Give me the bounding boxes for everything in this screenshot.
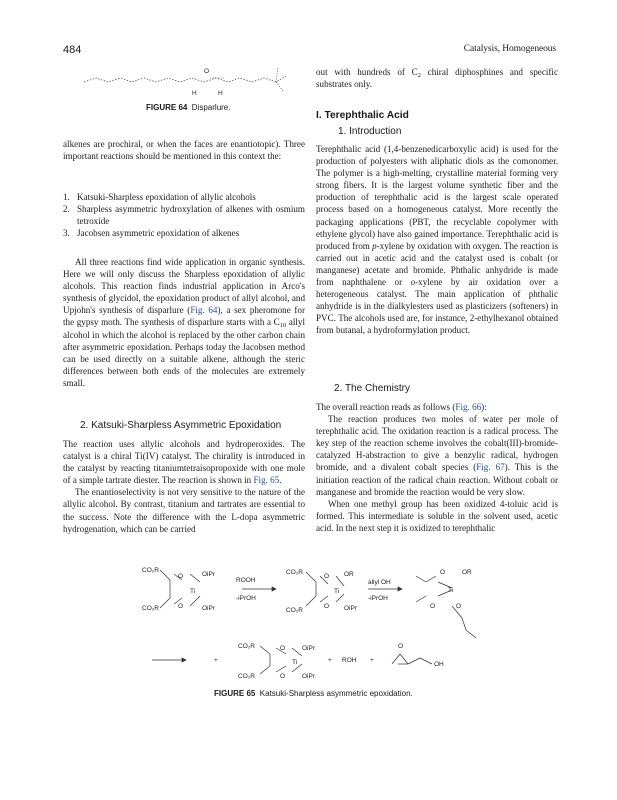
svg-text:+: + (214, 657, 218, 664)
svg-text:O: O (398, 643, 404, 650)
left-paragraph-1: alkenes are prochiral, or when the faces are enantiotopic). Three important reactions should be mentioned in this context the: (63, 139, 305, 162)
fig-65-link[interactable]: Fig. 65 (253, 475, 280, 486)
left-paragraph-3: The reaction uses allylic alcohols and hydroperoxides. The catalyst is a chiral Ti(IV) catalyst. The chirality is introduced in the catalyst by reacting titaniumtetraisopropoxide with one mole of a simple tartrate diester. The reaction is shown in Fig. 65. The enantioselectivity is not very sensitive to the nature of the allylic alcohol. By contrast, titanium and tartrates are essential to the success. Note the difference with the L-dopa asymmetric hydrogenation, which can be carried (63, 439, 305, 534)
figure-64-caption (146, 103, 230, 112)
section-heading-katsuki: 2. Katsuki-Sharpless Asymmetric Epoxidation (80, 420, 282, 431)
svg-text:CO₂R: CO₂R (238, 673, 255, 680)
svg-text:Ti: Ti (292, 659, 298, 666)
svg-text:Ti: Ti (448, 587, 454, 594)
svg-text:-iPrOH: -iPrOH (368, 595, 388, 602)
list-item: 1. Katsuki-Sharpless epoxidation of allylic alcohols (63, 192, 256, 202)
figure-65-caption (214, 689, 413, 698)
svg-text:Ti: Ti (190, 588, 196, 595)
left-paragraph-4: The enantioselectivity is not very sensitive to the nature of the allylic alcohol. By contrast, titanium and tartrates are essential to the success. Note the difference with the L-dopa asymmetric hydrogenation, which can be carried (63, 487, 305, 534)
svg-text:CO₂R: CO₂R (286, 607, 303, 614)
label-rooh: ROOH (236, 577, 256, 584)
running-title: Catalysis, Homogeneous (463, 44, 556, 54)
svg-text:CO₂R: CO₂R (142, 605, 159, 612)
fig-64-link[interactable]: Fig. 64 (190, 305, 218, 316)
svg-text:OR: OR (462, 569, 472, 576)
page-number: 484 (63, 44, 82, 56)
svg-text:Ti: Ti (334, 588, 340, 595)
subsection-chemistry: 2. The Chemistry (334, 383, 410, 394)
figure-65-scheme (130, 562, 500, 688)
figure-64-text: Disparlure. (191, 103, 231, 112)
reaction-list (63, 191, 305, 239)
right-paragraph-2: The overall reaction reads as follows (Fig. 66): The reaction produces two moles of water per mole of terephthalic acid. The oxidation reaction is a radical process. The key step of the reaction scheme involves the cobalt(III)-bromide-catalyzed H-abstraction to give a benzylic radical, hydrogen bromide, and a divalent cobalt species (Fig. 67). This is the initiation reaction of the radical chain reaction. Without cobalt or manganese and bromide the reaction would be very slow. When one methyl group has been oxidized 4-toluic acid is formed. This intermediate is soluble in the solvent used, acetic acid. In the next step it is oxidized to terephthalic (316, 402, 558, 533)
svg-text:CO₂R: CO₂R (286, 569, 303, 576)
list-item: 2. Sharpless asymmetric hydroxylation of alkenes with osmium tetroxide (63, 204, 305, 227)
figure-65-label: FIGURE 65 (214, 689, 256, 698)
svg-text:O: O (280, 673, 286, 680)
svg-text:CO₂R: CO₂R (238, 643, 255, 650)
label-allyl-oh: allyl OH (368, 579, 391, 586)
left-column-top (63, 138, 305, 162)
svg-text:O: O (280, 645, 286, 652)
subsection-introduction: 1. Introduction (338, 126, 402, 137)
label-roh: ROH (342, 657, 357, 664)
svg-text:O: O (178, 603, 184, 610)
figure-64-label: FIGURE 64 (146, 103, 188, 112)
svg-text:-iPrOH: -iPrOH (236, 595, 256, 602)
svg-text:+: + (328, 657, 332, 664)
disparlure-h-right: H (218, 90, 223, 97)
svg-text:OiPr: OiPr (202, 605, 215, 612)
svg-text:O: O (178, 573, 184, 580)
right-paragraph-0: out with hundreds of $C_2$ chiral diphosphines and specific substrates only. (316, 67, 558, 90)
svg-text:O: O (324, 603, 330, 610)
svg-text:OiPr: OiPr (344, 605, 357, 612)
fig-66-link[interactable]: Fig. 66 (455, 402, 482, 412)
svg-text:O: O (456, 603, 462, 610)
left-paragraph-2: All three reactions find wide application in organic synthesis. Here we will only discuss the Sharpless epoxidation of allylic alcohols. This reaction finds industrial application in Arco's synthesis of glycidol, the epoxidation product of allyl alcohol, and Upjohn's synthesis of disparlure (Fig. 64), a sex pheromone for the gypsy moth. The synthesis of disparlure starts with a $C_{10}$ allyl alcohol in which the alcohol is replaced by the other carbon chain after asymmetric epoxidation. Perhaps today the Jacobsen method can be used directly on a suitable alkene, although the steric differences between both ends of the molecules are extremely small. (63, 257, 306, 388)
label-oh: OH (434, 661, 444, 668)
right-paragraph-4: When one methyl group has been oxidized 4-toluic acid is formed. This intermediate is soluble in the solvent used, acetic acid. In the next step it is oxidized to terephthalic (316, 498, 558, 533)
label-co2r: CO₂R (142, 567, 159, 574)
svg-text:O: O (440, 569, 446, 576)
svg-text:O: O (324, 573, 330, 580)
svg-text:OiPr: OiPr (202, 571, 215, 578)
disparlure-oxygen: O (204, 68, 210, 75)
figure-65-text: Katsuki-Sharpless asymmetric epoxidation. (259, 689, 413, 698)
svg-text:OiPr: OiPr (302, 673, 315, 680)
svg-text:OR: OR (344, 571, 354, 578)
disparlure-h-left: H (192, 90, 197, 97)
svg-text:+: + (370, 657, 374, 664)
right-paragraph-1: Terephthalic acid (1,4-benzenedicarboxylic acid) is used for the production of polyesters with aliphatic diols as the comonomer. The polymer is a high-melting, crystalline material forming very strong fibers. It is the largest volume synthetic fiber and the production of terephthalic acid is the largest scale operated process based on a homogeneous catalyst. More recently the packaging applications (PBT, the recyclable copolymer with ethylene glycol) have also gained importance. Terephthalic acid is produced from p-xylene by oxidation with oxygen. The reaction is carried out in acetic acid and the catalyst used is cobalt (or manganese) acetate and bromide. Phthalic anhydride is made from naphthalene or o-xylene by air oxidation over a heterogeneous catalyst. The main application of phthalic anhydride is in the dialkylesters used as plasticizers (softeners) in PVC. The alcohols used are, for instance, 2-ethylhexanol obtained from butanal, a hydroformylation product. (316, 144, 558, 336)
list-item: 3. Jacobsen asymmetric epoxidation of alkenes (63, 228, 240, 239)
svg-text:O: O (430, 603, 436, 610)
figure-64-structure (80, 60, 300, 102)
section-heading-terephthalic: I. Terephthalic Acid (316, 110, 409, 121)
fig-67-link[interactable]: Fig. 67 (476, 462, 505, 473)
svg-text:OiPr: OiPr (302, 645, 315, 652)
